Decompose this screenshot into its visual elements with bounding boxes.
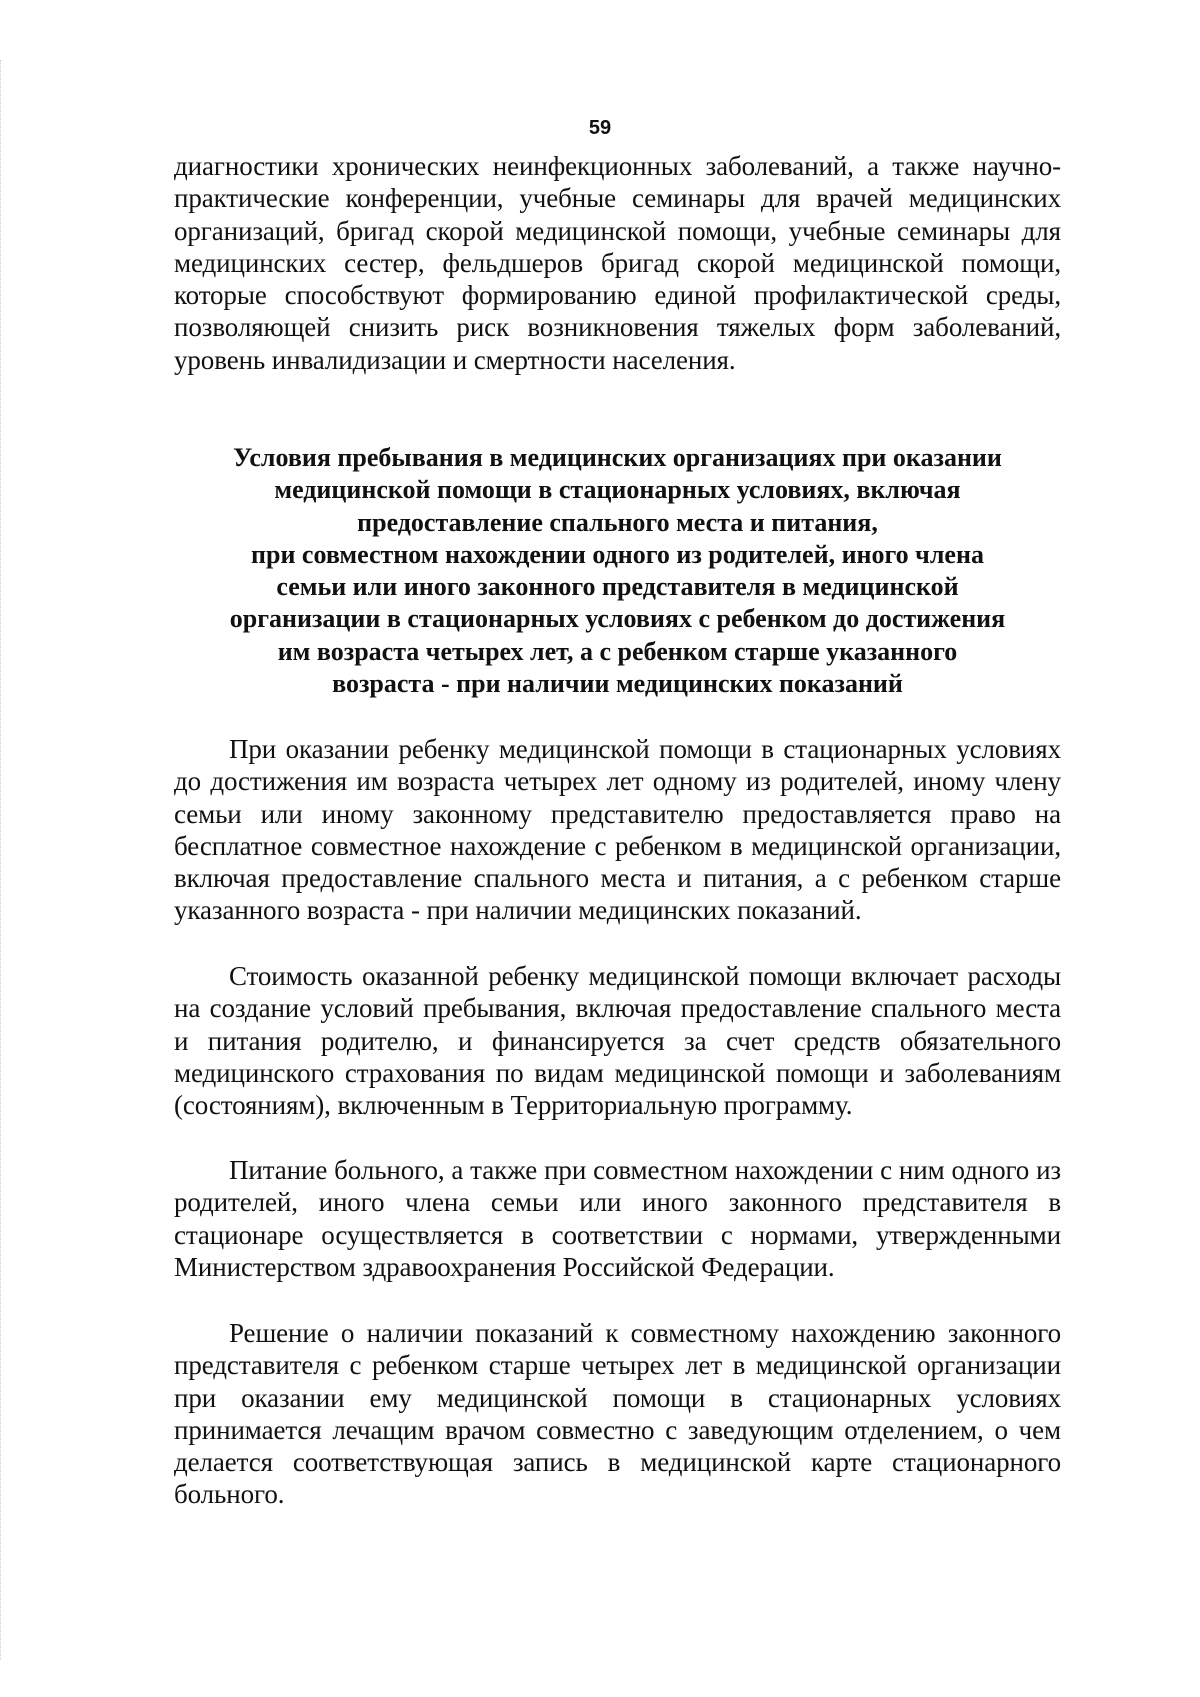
section-heading-line: им возраста четырех лет, а с ребенком старше указанного xyxy=(277,636,958,666)
section-heading-line: Условия пребывания в медицинских организациях при оказании xyxy=(233,443,1002,472)
section-heading xyxy=(174,442,1061,700)
body-paragraph: При оказании ребенку медицинской помощи в стационарных условиях до достижения им возраста четырех лет одному из родителей, иному члену семьи или иному законному представителю предоставляется право на бесплатное совместное нахождение с ребенком в медицинской организации, включая предоставление спального места и питания, а с ребенком старше указанного возраста - при наличии медицинских показаний. xyxy=(174,734,1061,926)
page-number: 59 xyxy=(588,117,612,139)
body-paragraph: Решение о наличии показаний к совместному нахождению законного представителя с ребенком старше четырех лет в медицинской организации при оказании ему медицинской помощи в стационарных условиях принимается лечащим врачом совместно с заведующим отделением, о чем делается соответствующая запись в медицинской карте стационарного больного. xyxy=(174,1318,1061,1510)
body-paragraph: Стоимость оказанной ребенку медицинской помощи включает расходы на создание условий пребывания, включая предоставление спального места и питания родителю, и финансируется за счет средств обязательного медицинского страхования по видам медицинской помощи и заболеваниям (состояниям), включенным в Территориальную программу. xyxy=(174,961,1061,1121)
section-heading-line: организации в стационарных условиях с ребенком до достижения xyxy=(229,604,1006,634)
intro-paragraph: диагностики хронических неинфекционных заболеваний, а также научно-практические конференции, учебные семинары для врачей медицинских организаций, бригад скорой медицинской помощи, учебные семинары для медицинских сестер, фельдшеров бригад скорой медицинской помощи, которые способствуют формированию единой профилактической среды, позволяющей снизить риск возникновения тяжелых форм заболеваний, уровень инвалидизации и смертности населения. xyxy=(174,151,1061,375)
scan-margin-artifact xyxy=(0,60,4,1660)
section-heading-line: предоставление спального места и питания, xyxy=(357,507,878,537)
section-heading-line: семьи или иного законного представителя в медицинской xyxy=(276,572,959,602)
section-heading-line: при совместном нахождении одного из родителей, иного члена xyxy=(251,539,984,569)
body-paragraph: Питание больного, а также при совместном нахождении с ним одного из родителей, иного члена семьи или иного законного представителя в стационаре осуществляется в соответствии с нормами, утвержденными Министерством здравоохранения Российской Федерации. xyxy=(174,1155,1061,1282)
section-heading-line: медицинской помощи в стационарных условиях, включая xyxy=(274,475,961,505)
section-heading-line: возраста - при наличии медицинских показаний xyxy=(332,669,903,699)
